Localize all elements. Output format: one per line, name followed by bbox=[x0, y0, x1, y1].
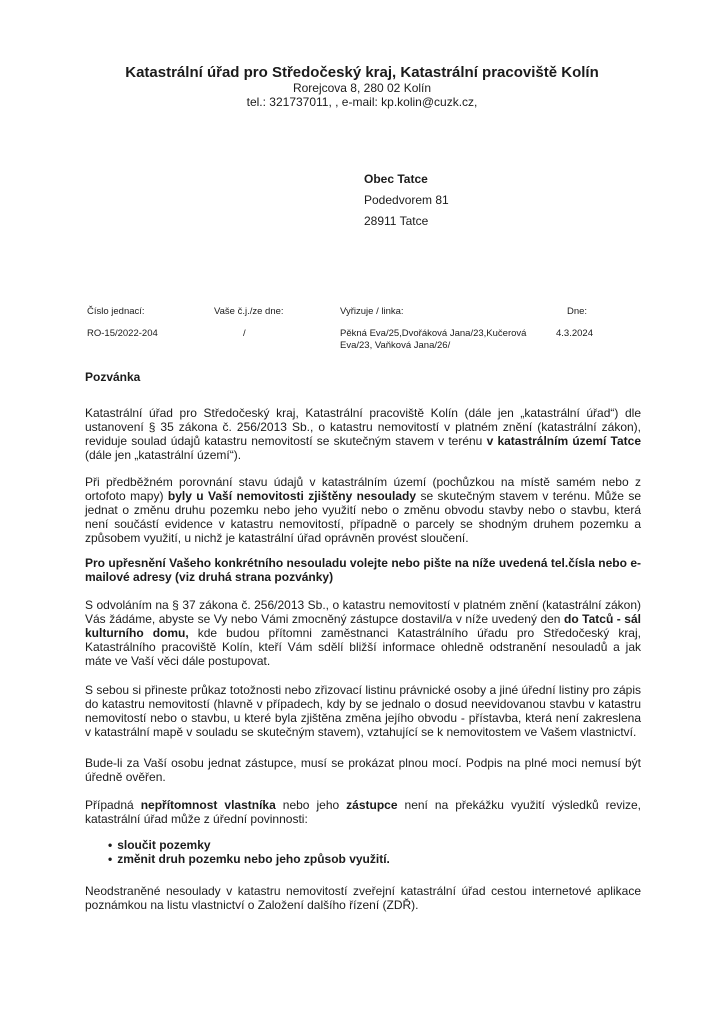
cislo-label: Číslo jednací: bbox=[87, 306, 145, 317]
p1-bold: v katastrálním území Tatce bbox=[486, 434, 642, 448]
actions-list bbox=[108, 838, 390, 866]
p7-bold-representative: zástupce bbox=[346, 798, 398, 812]
paragraph-unresolved: Neodstraněné nesoulady v katastru nemovitostí zveřejní katastrální úřad cestou internetové aplikace poznámkou na listu vlastnictví o Založení dalšího řízení (ZDŘ). bbox=[85, 884, 641, 912]
list-item: • sloučit pozemky bbox=[108, 838, 390, 852]
reference-vyrizuje bbox=[340, 306, 545, 352]
p7-text-end: není na překážku využití výsledků revize, katastrální úřad může z úřední povinnosti: bbox=[85, 798, 641, 826]
recipient-name: Obec Tatce bbox=[364, 172, 428, 186]
p4-bold: do Tatců - sál kulturního domu, bbox=[85, 612, 641, 640]
office-address: Rorejcova 8, 280 02 Kolín bbox=[292, 81, 432, 95]
p2-bold: byly u Vaší nemovitosti zjištěny nesoulady bbox=[167, 489, 417, 503]
p7-bold-owner: nepřítomnost vlastníka bbox=[140, 798, 276, 812]
paragraph-intro bbox=[85, 406, 641, 462]
vyrizuje-label: Vyřizuje / linka: bbox=[340, 306, 404, 317]
reference-dne bbox=[556, 306, 626, 340]
recipient-city: 28911 Tatce bbox=[364, 214, 429, 228]
p4-text: S odvoláním na § 37 zákona č. 256/2013 Sb., o katastru nemovitostí v platném znění (katastrální zákon) Vás žádáme, abyste se Vy nebo Vámi zmocněný zástupce dostavil/a v níže uvedený den bbox=[85, 598, 641, 626]
p4-text-end: kde budou přítomni zaměstnanci Katastrálního úřadu pro Středočeský kraj, Katastrálního pracoviště Kolín, kteří Vám sdělí bližší informace ohledně odstranění nesouladů a jak máte ve Vaší věci dále postupovat. bbox=[85, 626, 641, 668]
vase-label: Vaše č.j./ze dne: bbox=[214, 306, 284, 317]
reference-vase bbox=[214, 306, 324, 340]
p2-text-end: se skutečným stavem v terénu. Může se jednat o změnu druhu pozemku nebo jeho využití nebo o změnu obvodu stavby nebo o stavbu, která není součástí evidence v katastru nemovitostí, případně o parcely se shodným druhem pozemku a způsobem využití, u nichž je katastrální úřad oprávněn provést sloučení. bbox=[85, 489, 642, 545]
dne-value: 4.3.2024 bbox=[556, 328, 593, 339]
paragraph-documents: S sebou si přineste průkaz totožnosti nebo zřizovací listinu právnické osoby a jiné úřední listiny pro zápis do katastru nemovitostí (hlavně v případech, kdy by se jednalo o dosud neevidovanou stavbu v katastru nemovitostí nebo o stavbu, u které byla zjištěna změna jejího obvodu - přístavba, která není zakreslena v katastrální mapě v souladu se skutečným stavem), vztahující se k nemovitostem ve Vašem vlastnictví. bbox=[85, 683, 641, 739]
recipient-address bbox=[364, 172, 449, 235]
office-contact: tel.: 321737011, , e-mail: kp.kolin@cuzk.cz, bbox=[246, 95, 478, 109]
paragraph-absence bbox=[85, 798, 641, 826]
office-title: Katastrální úřad pro Středočeský kraj, Katastrální pracoviště Kolín bbox=[125, 64, 599, 81]
p7-text-mid: nebo jeho bbox=[275, 798, 347, 812]
cislo-value: RO-15/2022-204 bbox=[87, 328, 158, 339]
recipient-street: Podedvorem 81 bbox=[364, 193, 449, 207]
p2-text: Při předběžném porovnání stavu údajů v katastrálním území (pochůzkou na místě samém nebo z ortofoto mapy) bbox=[85, 475, 641, 503]
paragraph-representative: Bude-li za Vaší osobu jednat zástupce, musí se prokázat plnou mocí. Podpis na plné moci nemusí být úředně ověřen. bbox=[85, 756, 641, 784]
p1-text-end: (dále jen „katastrální území“). bbox=[85, 448, 242, 462]
paragraph-summons bbox=[85, 598, 641, 668]
paragraph-contact-notice: Pro upřesnění Vašeho konkrétního nesouladu volejte nebo pište na níže uvedená tel.čísla nebo e-mailové adresy (viz druhá strana pozvánky) bbox=[85, 556, 641, 584]
p7-text: Případná bbox=[85, 798, 141, 812]
letterhead bbox=[0, 64, 724, 109]
document-heading: Pozvánka bbox=[85, 370, 141, 384]
dne-label: Dne: bbox=[567, 306, 588, 317]
list-item: • změnit druh pozemku nebo jeho způsob využití. bbox=[108, 852, 390, 866]
paragraph-findings bbox=[85, 475, 641, 545]
p1-text: Katastrální úřad pro Středočeský kraj, Katastrální pracoviště Kolín (dále jen „katastrální úřad“) dle ustanovení § 35 zákona č. 256/2013 Sb., o katastru nemovitostí v platném znění (katastrální zákon), reviduje soulad údajů katastru nemovitostí se skutečným stavem v terénu bbox=[85, 406, 641, 448]
vyrizuje-value: Pěkná Eva/25,Dvořáková Jana/23,Kučerová Eva/23, Vaňková Jana/26/ bbox=[340, 328, 527, 351]
vase-value: / bbox=[243, 328, 246, 339]
reference-cislo bbox=[87, 306, 197, 340]
